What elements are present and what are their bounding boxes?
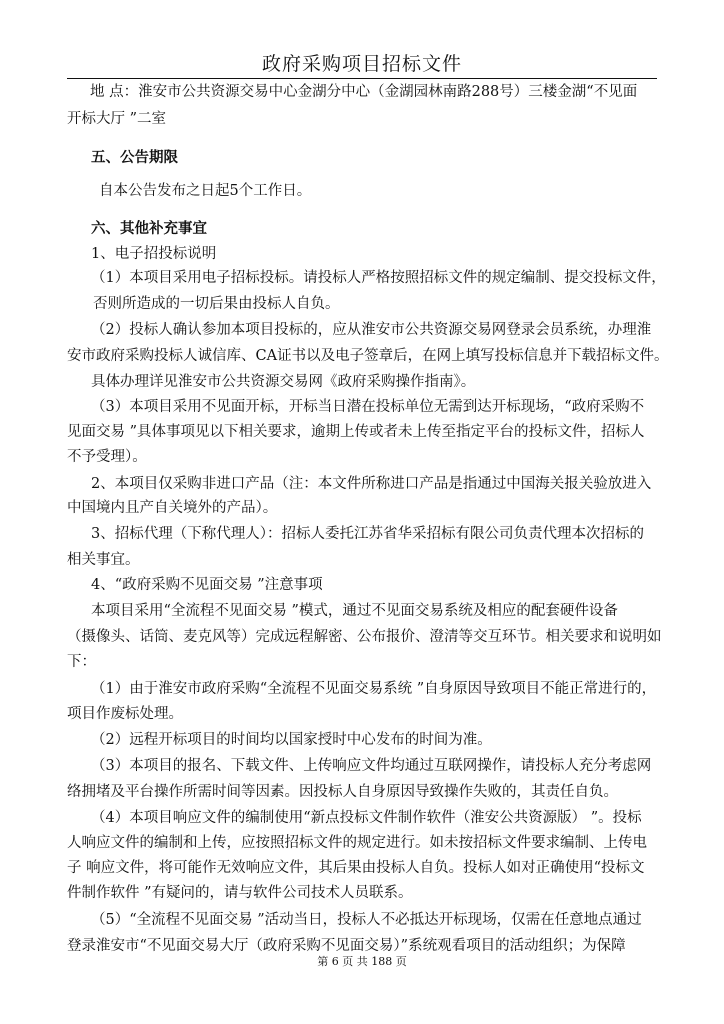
- body-line: （3）本项目的报名、下载文件、上传响应文件均通过互联网操作，请投标人充分考虑网: [91, 758, 652, 774]
- body-line: 件制作软件 ”有疑问的，请与软件公司技术人员联系。: [67, 885, 413, 901]
- body-line: 地 点：淮安市公共资源交易中心金湖分中心（金湖园林南路288号）三楼金湖“不见面: [90, 84, 638, 100]
- body-line: （1）由于淮安市政府采购“全流程不见面交易系统 ”自身原因导致项目不能正常进行的，: [91, 681, 657, 697]
- body-line: 人响应文件的编制和上传，应按照招标文件的规定进行。如未按招标文件要求编制、上传电: [67, 835, 647, 851]
- body-line: 子 响应文件，将可能作无效响应文件，其后果由投标人自负。投标人如对正确使用“投标文: [67, 860, 645, 876]
- body-line: 开标大厅 ”二室: [67, 111, 167, 127]
- body-line: 下：: [67, 654, 96, 670]
- page-footer-number: 第 6 页 共 188 页: [317, 955, 407, 968]
- body-line: 相关事宜。: [67, 552, 140, 568]
- section-heading: 五、公告期限: [91, 149, 178, 166]
- body-line: （2）远程开标项目的时间均以国家授时中心发布的时间为准。: [91, 732, 492, 748]
- header-rule: [67, 78, 657, 79]
- body-line: （1）本项目采用电子招标投标。请投标人严格按照招标文件的规定编制、提交投标文件，: [91, 270, 666, 286]
- body-line: 本项目采用“全流程不见面交易 ”模式，通过不见面交易系统及相应的配套硬件设备: [91, 603, 618, 619]
- body-line: 4、“政府采购不见面交易 ”注意事项: [91, 577, 323, 593]
- body-line: （2）投标人确认参加本项目投标的，应从淮安市公共资源交易网登录会员系统，办理淮: [91, 322, 652, 338]
- body-line: 否则所造成的一切后果由投标人自负。: [93, 296, 340, 312]
- body-line: 不予受理）。: [67, 449, 147, 465]
- section-heading: 六、其他补充事宜: [91, 220, 207, 237]
- body-line: 1、电子招投标说明: [91, 246, 217, 262]
- body-line: 自本公告发布之日起5个工作日。: [99, 183, 312, 199]
- body-line: 安市政府采购投标人诚信库、CA证书以及电子签章后，在网上填写投标信息并下载招标文件。: [67, 348, 669, 364]
- body-line: 络拥堵及平台操作所需时间等因素。因投标人自身原因导致操作失败的，其责任自负。: [67, 784, 618, 800]
- body-line: （4）本项目响应文件的编制使用“新点投标文件制作软件（淮安公共资源版） ”。投标: [91, 810, 642, 826]
- body-line: 见面交易 ”具体事项见以下相关要求，逾期上传或者未上传至指定平台的投标文件，招标人: [67, 424, 645, 440]
- body-line: 2、本项目仅采购非进口产品（注：本文件所称进口产品是指通过中国海关报关验放进入: [91, 476, 652, 492]
- body-line: 项目作废标处理。: [67, 706, 183, 722]
- body-line: （3）本项目采用不见面开标，开标当日潜在投标单位无需到达开标现场，“政府采购不: [91, 399, 645, 415]
- body-line: （摄像头、话筒、麦克风等）完成远程解密、公布报价、澄清等交互环节。相关要求和说明如: [67, 629, 662, 645]
- body-line: 中国境内且产自关境外的产品）。: [67, 500, 278, 516]
- body-line: 登录淮安市“不见面交易大厅（政府采购不见面交易）”系统观看项目的活动组织；为保障: [67, 938, 626, 954]
- body-line: 3、招标代理（下称代理人）：招标人委托江苏省华采招标有限公司负责代理本次招标的: [91, 526, 644, 542]
- body-line: 具体办理详见淮安市公共资源交易网《政府采购操作指南》。: [91, 374, 476, 390]
- body-line: （5）“全流程不见面交易 ”活动当日，投标人不必抵达开标现场，仅需在任意地点通过: [91, 912, 642, 928]
- page-header-title: 政府采购项目招标文件: [261, 53, 462, 75]
